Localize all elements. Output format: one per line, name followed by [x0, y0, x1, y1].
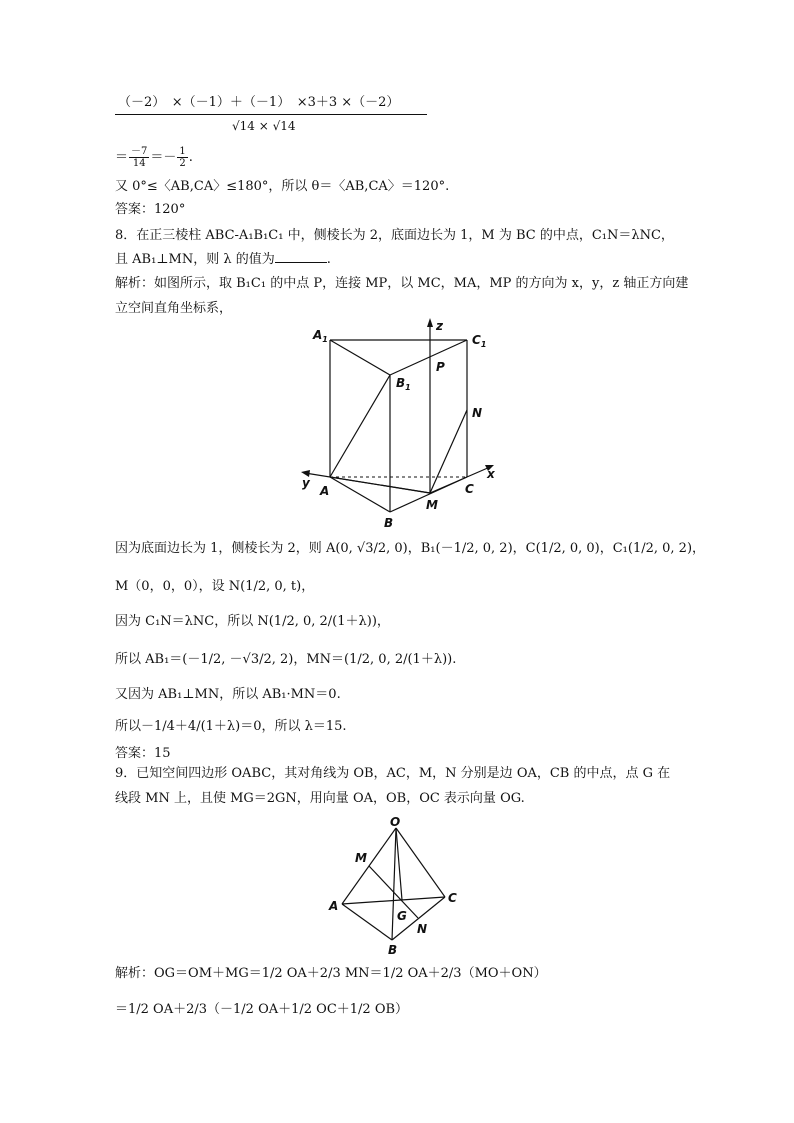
q8-stem-text: 且 AB₁⊥MN，则 λ 的值为 — [115, 252, 275, 267]
label-g: G — [397, 909, 407, 923]
q9-stem-line2: 线段 MN 上，且使 MG＝2GN，用向量 OA，OB，OC 表示向量 OG. — [115, 791, 525, 806]
q8-analysis-line1: 解析：如图所示，取 B₁C₁ 的中点 P，连接 MP，以 MC，MA，MP 的方向为 x，y，z 轴正方向建 — [115, 276, 689, 291]
label-n: N — [472, 406, 483, 420]
label-c: C — [465, 482, 474, 496]
q8-stem-end: . — [326, 252, 331, 267]
result-prefix: ＝ — [115, 150, 129, 165]
segment-o-g — [396, 828, 402, 900]
q8-stem-line1: 8．在正三棱柱 ABC-A₁B₁C₁ 中，侧棱长为 2，底面边长为 1，M 为 BC 的中点，C₁N＝λNC， — [115, 228, 674, 243]
result-fraction — [129, 146, 149, 169]
z-arrow — [427, 318, 433, 327]
answer-blank — [275, 250, 327, 263]
q8-stem-line2 — [115, 250, 331, 269]
q9-analysis-line2: ＝1/2 OA＋2/3（－1/2 OA＋1/2 OC＋1/2 OB） — [115, 1002, 409, 1017]
result-den: 14 — [132, 158, 146, 169]
label-m: M — [355, 851, 367, 865]
half-fraction — [177, 146, 187, 169]
label-c: C — [448, 891, 457, 905]
q8-coord-line3: 因为 C₁N＝λNC，所以 N(1/2, 0, 2/(1＋λ))， — [115, 614, 390, 629]
edge-o-b — [392, 828, 396, 940]
segment-m-n — [430, 410, 467, 493]
q8-coord-line2: M（0，0，0），设 N(1/2, 0, t)， — [115, 579, 315, 594]
segment-a-b1 — [330, 375, 390, 477]
label-c1: $C_1$ — [472, 333, 487, 349]
label-a: A — [320, 484, 330, 498]
fraction-denominator: √14 × √14 — [232, 119, 296, 133]
edge-b1-c1 — [390, 340, 467, 375]
fraction-numerator: （－2） ×（－1）＋（－1） ×3＋3 ×（－2） — [118, 95, 400, 110]
edge-a1-b1 — [330, 340, 390, 375]
half-num: 1 — [179, 146, 186, 157]
result-eq: ＝－ — [150, 150, 177, 165]
label-p: P — [436, 360, 445, 374]
label-a1: $A_1$ — [313, 328, 328, 344]
half-den: 2 — [179, 158, 186, 169]
label-y: y — [302, 476, 310, 490]
label-a: A — [329, 899, 339, 913]
label-o: O — [390, 815, 401, 829]
q9-analysis-line1: 解析：OG＝OM＋MG＝1/2 OA＋2/3 MN＝1/2 OA＋2/3（MO＋ON） — [115, 966, 547, 981]
label-m: M — [426, 498, 438, 512]
edge-o-c — [396, 828, 445, 897]
result-num: －7 — [131, 146, 148, 157]
label-z: z — [436, 319, 443, 333]
q9-stem-line1: 9．已知空间四边形 OABC，其对角线为 OB，AC，M，N 分别是边 OA，CB 的中点，点 G 在 — [115, 766, 671, 781]
q8-coord-line4: 所以 AB₁＝(－1/2, －√3/2, 2)，MN＝(1/2, 0, 2/(1＋λ)). — [115, 652, 457, 667]
q8-coord-line6: 所以－1/4＋4/(1＋λ)＝0，所以 λ＝15. — [115, 719, 347, 734]
q8-coord-line1: 因为底面边长为 1，侧棱长为 2，则 A(0, √3/2, 0)，B₁(－1/2, 0, 2)，C(1/2, 0, 0)，C₁(1/2, 0, 2)， — [115, 541, 706, 556]
range-line: 又 0°≤〈AB,CA〉≤180°，所以 θ＝〈AB,CA〉＝120°. — [115, 179, 450, 194]
answer-2: 答案：15 — [115, 746, 171, 761]
edge-a-b — [342, 904, 392, 940]
label-x: x — [487, 467, 495, 481]
label-b: B — [384, 516, 394, 530]
label-b1: $B_1$ — [396, 376, 411, 392]
result-end: . — [188, 150, 193, 165]
label-b: B — [388, 943, 398, 957]
q8-analysis-line2: 立空间直角坐标系， — [115, 301, 233, 316]
q8-coord-line5: 又因为 AB₁⊥MN，所以 AB₁·MN＝0. — [115, 687, 341, 702]
result-line — [115, 146, 193, 169]
answer-1: 答案：120° — [115, 202, 186, 217]
prism-figure — [290, 315, 510, 533]
tetrahedron-figure — [325, 812, 465, 958]
fraction-bar — [115, 114, 427, 115]
x-axis — [430, 467, 490, 493]
label-n: N — [417, 922, 428, 936]
